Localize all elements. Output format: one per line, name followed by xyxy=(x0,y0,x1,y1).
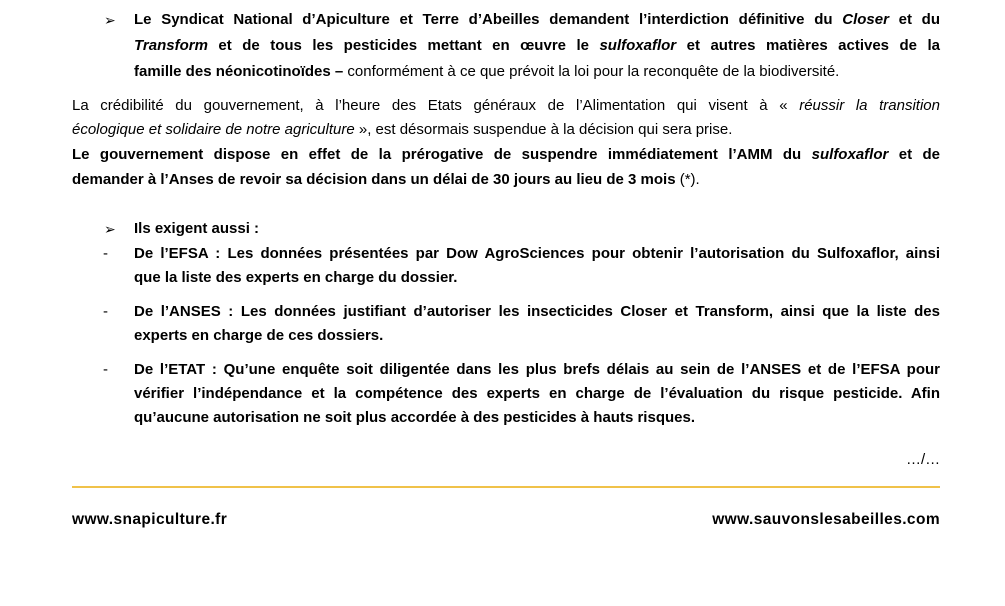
bullet1-line3: famille des néonicotinoïdes – conformément à ce que prévoit la loi pour la reconquête de la biodiversité. xyxy=(134,63,840,80)
item-efsa-line1: De l’EFSA : Les données présentées par Dow AgroSciences pour obtenir l’autorisation du Sulfoxaflor, ainsi xyxy=(134,245,940,262)
item-etat-line3: qu’aucune autorisation ne soit plus accordée à des pesticides à hauts risques. xyxy=(134,409,695,426)
item-anses-line1: De l’ANSES : Les données justifiant d’autoriser les insecticides Closer et Transform, ainsi que la liste des xyxy=(134,303,940,320)
item-efsa-line2: que la liste des experts en charge du dossier. xyxy=(134,269,458,286)
dash-bullet: - xyxy=(103,361,108,378)
arrow-bullet-icon: ➢ xyxy=(104,221,116,237)
dash-bullet: - xyxy=(103,303,108,320)
para1-line2: écologique et solidaire de notre agriculture », est désormais suspendue à la décision qui sera prise. xyxy=(72,121,733,138)
footer-link-snapiculture[interactable]: www.snapiculture.fr xyxy=(72,511,228,528)
bullet1-line1: Le Syndicat National d’Apiculture et Terre d’Abeilles demandent l’interdiction définitive du Closer et du xyxy=(134,11,940,28)
bullet2-title: Ils exigent aussi : xyxy=(134,220,260,237)
item-etat-line2: vérifier l’indépendance et la compétence des experts en charge de l’évaluation du risque pesticide. Afin xyxy=(134,385,940,402)
para2-line2: demander à l’Anses de revoir sa décision dans un délai de 30 jours au lieu de 3 mois (*). xyxy=(72,171,700,188)
footer-divider xyxy=(72,486,940,488)
para1-line1: La crédibilité du gouvernement, à l’heure des Etats généraux de l’Alimentation qui visent à « réussir la transition xyxy=(72,97,940,114)
arrow-bullet-icon: ➢ xyxy=(104,12,116,28)
item-etat-line1: De l’ETAT : Qu’une enquête soit diligentée dans les plus brefs délais au sein de l’ANSES et de l’EFSA pour xyxy=(134,361,940,378)
dash-bullet: - xyxy=(103,245,108,262)
bullet1-line2: Transform et de tous les pesticides mettant en œuvre le sulfoxaflor et autres matières actives de la xyxy=(134,37,940,54)
footer-link-sauvonslesabeilles[interactable]: www.sauvonslesabeilles.com xyxy=(712,511,940,528)
item-anses-line2: experts en charge de ces dossiers. xyxy=(134,327,384,344)
continuation-mark: …/… xyxy=(906,451,941,468)
para2-line1: Le gouvernement dispose en effet de la prérogative de suspendre immédiatement l’AMM du sulfoxaflor et de xyxy=(72,146,940,163)
